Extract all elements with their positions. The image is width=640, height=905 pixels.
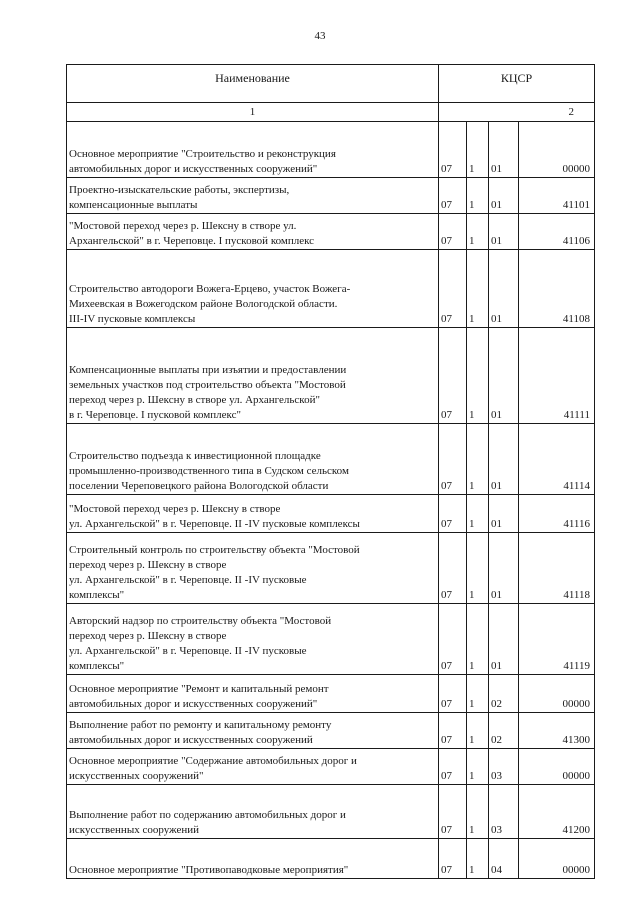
kcsr-direction-code: 00000 — [519, 122, 595, 178]
table-row — [67, 250, 595, 328]
column-header-name: Наименование — [67, 65, 439, 103]
column-header-kcsr: КЦСР — [439, 65, 595, 103]
row-name: "Мостовой переход через р. Шексну в створе ул. Архангельской" в г. Череповце. I пусковой комплекс — [67, 214, 439, 250]
column-number-row — [67, 103, 595, 122]
kcsr-direction-code: 41118 — [519, 533, 595, 604]
kcsr-event-code: 01 — [489, 250, 519, 328]
kcsr-event-code: 01 — [489, 178, 519, 214]
row-name: Выполнение работ по содержанию автомобильных дорог и искусственных сооружений — [67, 785, 439, 839]
table-row — [67, 675, 595, 713]
kcsr-direction-code: 00000 — [519, 749, 595, 785]
kcsr-subprogram-code: 1 — [467, 328, 489, 424]
table-row — [67, 328, 595, 424]
kcsr-program-code: 07 — [439, 713, 467, 749]
table-row — [67, 214, 595, 250]
kcsr-program-code: 07 — [439, 533, 467, 604]
kcsr-subprogram-code: 1 — [467, 785, 489, 839]
kcsr-subprogram-code: 1 — [467, 250, 489, 328]
kcsr-direction-code: 41106 — [519, 214, 595, 250]
column-number-name: 1 — [67, 103, 439, 122]
kcsr-subprogram-code: 1 — [467, 214, 489, 250]
kcsr-subprogram-code: 1 — [467, 122, 489, 178]
kcsr-program-code: 07 — [439, 328, 467, 424]
table-row — [67, 785, 595, 839]
row-name: Строительство подъезда к инвестиционной площадке промышленно-производственного типа в Судском сельском поселении Череповецкого района Вологодской области — [67, 424, 439, 495]
row-name: Основное мероприятие "Строительство и реконструкция автомобильных дорог и искусственных сооружений" — [67, 122, 439, 178]
table-row — [67, 424, 595, 495]
table-row — [67, 122, 595, 178]
kcsr-event-code: 01 — [489, 495, 519, 533]
kcsr-direction-code: 00000 — [519, 839, 595, 879]
kcsr-direction-code: 41119 — [519, 604, 595, 675]
kcsr-direction-code: 41116 — [519, 495, 595, 533]
kcsr-event-code: 01 — [489, 122, 519, 178]
kcsr-event-code: 02 — [489, 675, 519, 713]
row-name: Выполнение работ по ремонту и капитальному ремонту автомобильных дорог и искусственных сооружений — [67, 713, 439, 749]
kcsr-direction-code: 41111 — [519, 328, 595, 424]
kcsr-subprogram-code: 1 — [467, 604, 489, 675]
kcsr-subprogram-code: 1 — [467, 749, 489, 785]
kcsr-direction-code: 41300 — [519, 713, 595, 749]
kcsr-subprogram-code: 1 — [467, 178, 489, 214]
page-number: 43 — [314, 30, 326, 42]
row-name: Строительство автодороги Вожега-Ерцево, участок Вожега- Михеевская в Вожегодском районе Вологодской области. III-IV пусковые комплексы — [67, 250, 439, 328]
table-row — [67, 604, 595, 675]
row-name: Строительный контроль по строительству объекта "Мостовой переход через р. Шексну в створе ул. Архангельской" в г. Череповце. II -IV пусковые комплексы" — [67, 533, 439, 604]
kcsr-program-code: 07 — [439, 122, 467, 178]
kcsr-subprogram-code: 1 — [467, 495, 489, 533]
kcsr-program-code: 07 — [439, 785, 467, 839]
kcsr-event-code: 01 — [489, 214, 519, 250]
kcsr-program-code: 07 — [439, 675, 467, 713]
kcsr-program-code: 07 — [439, 495, 467, 533]
kcsr-event-code: 01 — [489, 533, 519, 604]
kcsr-event-code: 02 — [489, 713, 519, 749]
kcsr-subprogram-code: 1 — [467, 713, 489, 749]
budget-classification-table — [66, 64, 595, 879]
kcsr-subprogram-code: 1 — [467, 839, 489, 879]
kcsr-program-code: 07 — [439, 250, 467, 328]
kcsr-direction-code: 41101 — [519, 178, 595, 214]
row-name: Авторский надзор по строительству объекта "Мостовой переход через р. Шексну в створе ул. Архангельской" в г. Череповце. II -IV пусковые комплексы" — [67, 604, 439, 675]
kcsr-event-code: 03 — [489, 749, 519, 785]
kcsr-event-code: 01 — [489, 604, 519, 675]
kcsr-direction-code: 00000 — [519, 675, 595, 713]
kcsr-direction-code: 41114 — [519, 424, 595, 495]
kcsr-subprogram-code: 1 — [467, 675, 489, 713]
kcsr-direction-code: 41108 — [519, 250, 595, 328]
table-row — [67, 749, 595, 785]
kcsr-direction-code: 41200 — [519, 785, 595, 839]
kcsr-program-code: 07 — [439, 604, 467, 675]
table-row — [67, 839, 595, 879]
header-row — [67, 65, 595, 103]
kcsr-event-code: 04 — [489, 839, 519, 879]
kcsr-subprogram-code: 1 — [467, 424, 489, 495]
table-row — [67, 533, 595, 604]
kcsr-event-code: 01 — [489, 424, 519, 495]
kcsr-event-code: 03 — [489, 785, 519, 839]
table-row — [67, 495, 595, 533]
row-name: "Мостовой переход через р. Шексну в створе ул. Архангельской" в г. Череповце. II -IV пусковые комплексы — [67, 495, 439, 533]
kcsr-program-code: 07 — [439, 839, 467, 879]
table-body — [67, 122, 595, 879]
kcsr-program-code: 07 — [439, 424, 467, 495]
table-row — [67, 178, 595, 214]
kcsr-event-code: 01 — [489, 328, 519, 424]
row-name: Основное мероприятие "Противопаводковые мероприятия" — [67, 839, 439, 879]
row-name: Основное мероприятие "Ремонт и капитальный ремонт автомобильных дорог и искусственных сооружений" — [67, 675, 439, 713]
kcsr-program-code: 07 — [439, 749, 467, 785]
column-number-kcsr: 2 — [439, 103, 595, 122]
table-row — [67, 713, 595, 749]
row-name: Проектно-изыскательские работы, экспертизы, компенсационные выплаты — [67, 178, 439, 214]
kcsr-subprogram-code: 1 — [467, 533, 489, 604]
kcsr-program-code: 07 — [439, 214, 467, 250]
row-name: Основное мероприятие "Содержание автомобильных дорог и искусственных сооружений" — [67, 749, 439, 785]
row-name: Компенсационные выплаты при изъятии и предоставлении земельных участков под строительство объекта "Мостовой переход через р. Шексну в створе ул. Архангельской" в г. Череповце. I пусковой комплекс" — [67, 328, 439, 424]
kcsr-program-code: 07 — [439, 178, 467, 214]
